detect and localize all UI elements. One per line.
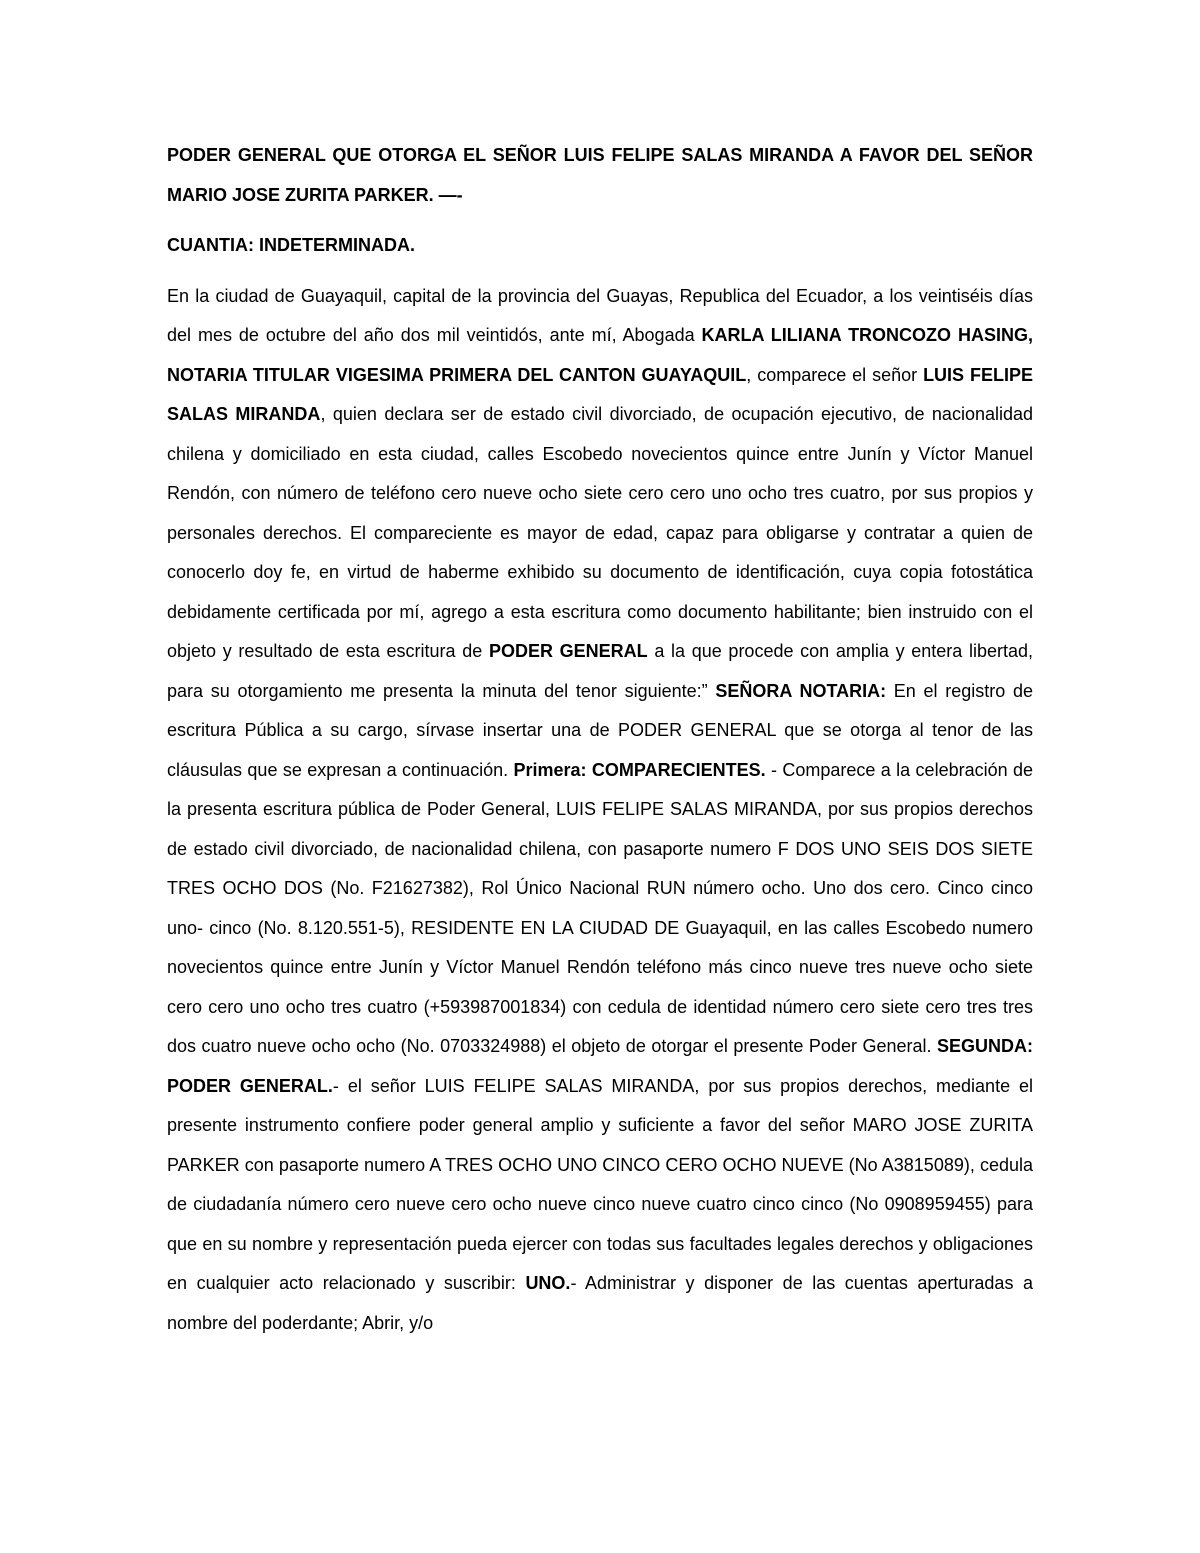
cuantia-line: CUANTIA: INDETERMINADA.	[167, 235, 415, 255]
body-segment: En la ciudad de Guayaquil, capital de la provincia del Guayas, Republica del Ecuador, a los veintiséis días del mes de octubre del año dos mil veintidós, ante mí, Abogada	[167, 285, 1033, 345]
body-paragraph	[167, 277, 1033, 1344]
body-segment: - el señor LUIS FELIPE SALAS MIRANDA, por sus propios derechos, mediante el presente instrumento confiere poder general amplio y suficiente a favor del señor MARO JOSE ZURITA PARKER con pasaporte numero A TRES OCHO UNO CINCO CERO OCHO NUEVE (No A3815089), cedula de ciudadanía número cero nueve cero ocho nueve cinco nueve cuatro cinco cinco (No 0908959455) para que en su nombre y representación pueda ejercer con todas sus facultades legales derechos y obligaciones en cualquier acto relacionado y suscribir:	[167, 1075, 1033, 1293]
document-title: PODER GENERAL QUE OTORGA EL SEÑOR LUIS FELIPE SALAS MIRANDA A FAVOR DEL SEÑOR MARIO JOSE ZURITA PARKER. —-	[167, 145, 1033, 205]
body-segment-bold: PODER GENERAL	[488, 641, 648, 661]
body-segment-bold: SEÑORA NOTARIA:	[715, 680, 887, 701]
body-segment-bold: UNO.	[525, 1273, 571, 1293]
body-segment: - Comparece a la celebración de la presenta escritura pública de Poder General, LUIS FELIPE SALAS MIRANDA, por sus propios derechos de estado civil divorciado, de nacionalidad chilena, con pasaporte numero F DOS UNO SEIS DOS SIETE TRES OCHO DOS (No. F21627382), Rol Único Nacional RUN número ocho. Uno dos cero. Cinco cinco uno- cinco (No. 8.120.551-5), RESIDENTE EN LA CIUDAD DE Guayaquil, en las calles Escobedo numero novecientos quince entre Junín y Víctor Manuel Rendón teléfono más cinco nueve tres nueve ocho siete cero cero uno ocho tres cuatro (+593987001834) con cedula de identidad número cero siete cero tres tres dos cuatro nueve ocho ocho (No. 0703324988) el objeto de otorgar el presente Poder General.	[167, 759, 1034, 1056]
body-segment: - Administrar y disponer de las cuentas aperturadas a nombre del poderdante; Abrir, y/o	[167, 1273, 1034, 1333]
body-segment-bold: KARLA LILIANA TRONCOZO HASING, NOTARIA TITULAR VIGESIMA PRIMERA DEL CANTON GUAYAQUIL	[167, 325, 1033, 385]
body-segment-bold: SEGUNDA: PODER GENERAL.	[167, 1036, 1033, 1096]
body-segment: , quien declara ser de estado civil divorciado, de ocupación ejecutivo, de nacionalidad chilena y domiciliado en esta ciudad, calles Escobedo novecientos quince entre Junín y Víctor Manuel Rendón, con número de teléfono cero nueve ocho siete cero cero uno ocho tres cuatro, por sus propios y personales derechos. El compareciente es mayor de edad, capaz para obligarse y contratar a quien de conocerlo doy fe, en virtud de haberme exhibido su documento de identificación, cuya copia fotostática debidamente certificada por mí, agrego a esta escritura como documento habilitante; bien instruido con el objeto y resultado de esta escritura de	[167, 404, 1034, 661]
body-segment: , comparece el señor	[746, 364, 924, 385]
body-segment-bold: Primera: COMPARECIENTES.	[513, 759, 766, 780]
document-page	[167, 136, 1033, 1343]
body-segment: En el registro de escritura Pública a su cargo, sírvase insertar una de PODER GENERAL que se otorga al tenor de las cláusulas que se expresan a continuación.	[167, 680, 1033, 780]
body-segment-bold: LUIS FELIPE SALAS MIRANDA	[167, 364, 1033, 424]
body-segment: a la que procede con amplia y entera libertad, para su otorgamiento me presenta la minuta del tenor siguiente:”	[167, 641, 1033, 701]
